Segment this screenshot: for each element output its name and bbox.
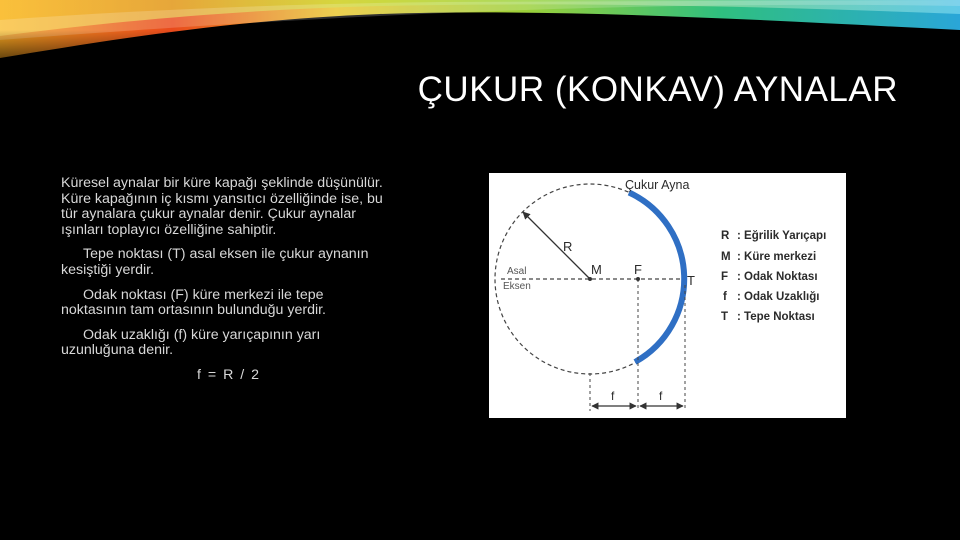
axis-label-line2: Eksen bbox=[503, 281, 531, 292]
slide-title: ÇUKUR (KONKAV) AYNALAR bbox=[417, 70, 898, 109]
focal-distance-label-1: f bbox=[611, 389, 615, 403]
decorative-color-banner bbox=[0, 0, 960, 60]
legend-text-r: : Eğrilik Yarıçapı bbox=[737, 230, 827, 242]
legend-symbol-r: R bbox=[721, 230, 730, 242]
focus-point bbox=[636, 277, 640, 281]
legend-text-m: : Küre merkezi bbox=[737, 251, 817, 263]
radius-arrow bbox=[523, 212, 590, 279]
focus-label: F bbox=[634, 262, 642, 277]
paragraph-focal-length: Odak uzaklığı (f) küre yarıçapının yarı uzunluğuna denir. bbox=[61, 326, 321, 359]
paragraph-vertex: Tepe noktası (T) asal eksen ile çukur aynanın kesiştiği yerdir. bbox=[61, 246, 369, 278]
concave-mirror-diagram bbox=[489, 173, 846, 418]
legend-symbol-f-point: F bbox=[721, 271, 729, 283]
axis-label-line1: Asal bbox=[507, 266, 527, 277]
legend-text-f-point: : Odak Noktası bbox=[737, 271, 818, 283]
legend-text-t: : Tepe Noktası bbox=[737, 311, 815, 323]
legend-symbol-f-length: f bbox=[723, 291, 727, 303]
center-point bbox=[588, 277, 592, 281]
legend-symbol-m: M bbox=[721, 251, 731, 263]
mirror-label: Çukur Ayna bbox=[625, 178, 690, 192]
legend bbox=[721, 230, 826, 323]
focal-distance-label-2: f bbox=[659, 389, 663, 403]
legend-symbol-t: T bbox=[721, 311, 729, 323]
vertex-label: T bbox=[687, 273, 695, 288]
slide-body-text bbox=[61, 176, 391, 393]
paragraph-focus: Odak noktası (F) küre merkezi ile tepe noktasının tam ortasının bulunduğu yerdir. bbox=[61, 286, 326, 319]
formula: f = R / 2 bbox=[197, 366, 261, 383]
center-label: M bbox=[591, 262, 602, 277]
radius-label: R bbox=[563, 239, 573, 254]
legend-text-f-length: : Odak Uzaklığı bbox=[737, 291, 820, 303]
paragraph-definition: Küresel aynalar bir küre kapağı şeklinde düşünülür. Küre kapağının iç kısmı yansıtıcı özelliğinde ise, bu tür aynalara çukur aynalar denir. Çukur aynalar ışınları toplayıcı özelliğine sahiptir. bbox=[61, 175, 383, 238]
